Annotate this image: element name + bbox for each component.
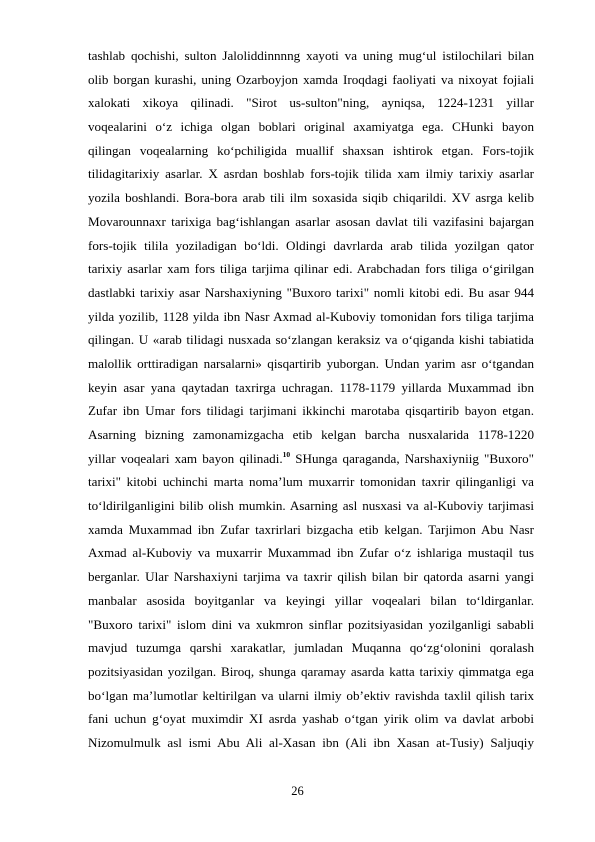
- text-line: keyin asar yana qaytadan taxrirga uchragan. 1178-1179 yillarda Muxammad ibn: [88, 379, 534, 395]
- text-line: olib borgan kurashi, uning Ozarboyjon xamda Iroqdagi faoliyati va nixoyat fojiali: [88, 71, 534, 87]
- text-line: Movarounnaxr tarixiga bag‘ishlangan asarlar asosan davlat tili vazifasini bajargan: [88, 213, 534, 229]
- text-line: berganlar. Ular Narshaxiyni tarjima va taxrir qilish bilan bir qatorda asarni yangi: [88, 569, 534, 585]
- text-line: dastlabki tarixiy asar Narshaxiyning "Buxoro tarixi" nomli kitobi edi. Bu asar 944: [88, 284, 534, 300]
- text-line: "Buxoro tarixi" islom dini va xukmron sinflar pozitsiyasidan yozilganligi sababli: [88, 616, 534, 632]
- text-line: to‘ldirilganligini bilib olish mumkin. Asarning asl nusxasi va al-Kuboviy tarjimasi: [88, 498, 534, 514]
- text-line: qilingan voqealarning ko‘pchiligida muallif shaxsan ishtirok etgan. Fors-tojik: [88, 142, 534, 158]
- text-line-with-footnote: [88, 447, 534, 471]
- text-line: tarixi" kitobi uchinchi marta noma’lum muxarrir tomonidan taxrir qilinganligi va: [88, 474, 534, 490]
- text-line: fani uchun g‘oyat muximdir XI asrda yashab o‘tgan yirik olim va davlat arbobi: [88, 711, 534, 727]
- text-line: tashlab qochishi, sulton Jaloliddinnnng xayoti va uning mug‘ul istilochilari bilan: [88, 48, 534, 63]
- page-number: 26: [291, 784, 304, 798]
- text-line: malollik orttiradigan narsalarni» qisqartirib yuborgan. Undan yarim asr o‘tgandan: [88, 355, 534, 371]
- text-line: voqealarini o‘z ichiga olgan boblari original axamiyatga ega. CHunki bayon: [88, 119, 534, 135]
- text-line: bo‘lgan ma’lumotlar keltirilgan va ularni ilmiy ob’ektiv ravishda taxlil qilish tarix: [88, 687, 534, 703]
- text-line: xamda Muxammad ibn Zufar taxrirlari bizgacha etib kelgan. Tarjimon Abu Nasr: [88, 521, 534, 537]
- text-line: pozitsiyasidan yozilgan. Biroq, shunga qaramay asarda katta tarixiy qimmatga ega: [88, 663, 534, 679]
- text-line: tilidagitarixiy asarlar. X asrdan boshlab fors-tojik tilida xam ilmiy tarixiy asarlar: [88, 166, 534, 182]
- footnote-marker[interactable]: 10: [282, 449, 291, 459]
- text-line: yilda yozilib, 1128 yilda ibn Nasr Axmad al-Kuboviy tomonidan fors tiliga tarjima: [88, 308, 534, 324]
- text-line: manbalar asosida boyitganlar va keyingi yillar voqealari bilan to‘ldirganlar.: [88, 592, 534, 608]
- footnote-line-after: SHunga qaraganda, Narshaxiyniig "Buxoro": [290, 450, 534, 466]
- text-line: mavjud tuzumga qarshi xarakatlar, jumladan Muqanna qo‘zg‘olonini qoralash: [88, 640, 534, 656]
- text-line: Nizomulmulk asl ismi Abu Ali al-Xasan ibn (Ali ibn Xasan at-Tusiy) Saljuqiy: [88, 734, 534, 750]
- text-line: tarixiy asarlar xam fors tiliga tarjima qilinar edi. Arabchadan fors tiliga o‘girilgan: [88, 261, 534, 277]
- text-line: fors-tojik tilila yoziladigan bo‘ldi. Oldingi davrlarda arab tilida yozilgan qator: [88, 237, 534, 253]
- footnote-line-before: yillar voqealari xam bayon qilinadi.: [88, 450, 283, 466]
- text-line: qilingan. U «arab tilidagi nusxada so‘zlangan keraksiz va o‘qiganda kishi tabiatida: [88, 332, 534, 348]
- text-line: xalokati xikoya qilinadi. "Sirot us-sulton"ning, ayniqsa, 1224-1231 yillar: [88, 95, 534, 111]
- body-text: [88, 44, 534, 755]
- text-line: yozila boshlandi. Bora-bora arab tili ilm soxasida siqib chiqarildi. XV asrga kelib: [88, 190, 534, 206]
- text-line: Asarning bizning zamonamizgacha etib kelgan barcha nusxalarida 1178-1220: [88, 427, 534, 442]
- text-line: Zufar ibn Umar fors tilidagi tarjimani ikkinchi marotaba qisqartirib bayon etgan.: [88, 403, 534, 419]
- text-line: Axmad al-Kuboviy va muxarrir Muxammad ibn Zufar o‘z ishlariga mustaqil tus: [88, 545, 534, 561]
